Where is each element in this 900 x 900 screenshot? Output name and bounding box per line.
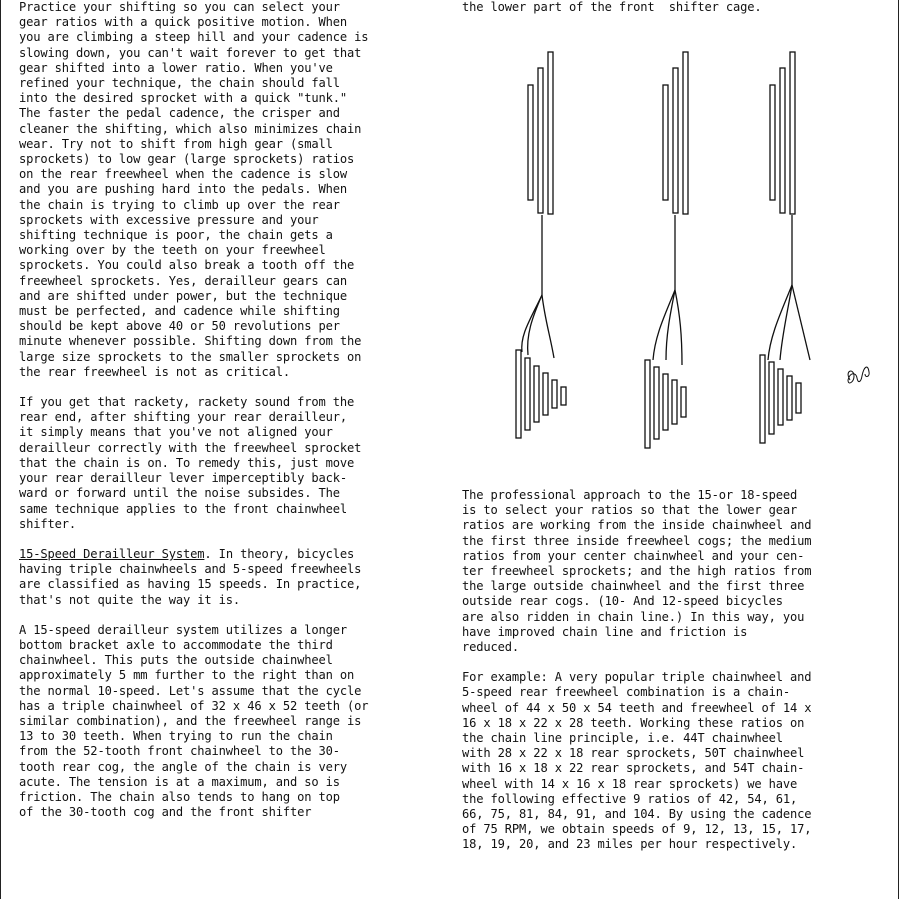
- text-line: with 28 x 22 x 18 rear sprockets, 50T chainwheel: [462, 746, 805, 761]
- text-line: ward or forward until the noise subsides. The: [19, 486, 340, 501]
- text-line: sprockets with excessive pressure and your: [19, 212, 319, 227]
- continued-line: the lower part of the front shifter cage.: [462, 0, 762, 14]
- text-line: For example: A very popular triple chainwheel and: [462, 670, 812, 685]
- text-line: tooth rear cog, the angle of the chain is very: [19, 759, 348, 774]
- text-line: 16 x 18 x 22 x 28 teeth. Working these ratios on: [462, 715, 805, 730]
- text-line: are classified as having 15 speeds. In practice,: [19, 577, 362, 592]
- text-line: gear ratios with a quick positive motion. When: [19, 15, 348, 30]
- section-heading-15-speed: 15-Speed Derailleur System: [19, 546, 205, 561]
- text-line: should be kept above 40 or 50 revolutions per: [19, 319, 340, 334]
- text-line: has a triple chainwheel of 32 x 46 x 52 teeth (or: [19, 698, 369, 713]
- text-line: of 75 RPM, we obtain speeds of 9, 12, 13, 15, 17,: [462, 822, 812, 837]
- text-line: the following effective 9 ratios of 42, 54, 61,: [462, 791, 798, 806]
- chainwheel-group-2: [653, 52, 688, 365]
- text-line: is to select your ratios so that the lower gear: [462, 503, 798, 518]
- text-line: cleaner the shifting, which also minimizes chain: [19, 121, 362, 136]
- text-line: working over by the teeth on your freewheel: [19, 243, 326, 258]
- text-line: Practice your shifting so you can select your: [19, 0, 340, 14]
- text-line: that's not quite the way it is.: [19, 592, 241, 607]
- text-line: it simply means that you've not aligned your: [19, 425, 333, 440]
- text-line: The professional approach to the 15-or 18-speed: [462, 488, 798, 502]
- text-line: refined your technique, the chain should fall: [19, 76, 340, 91]
- text-line: shifting technique is poor, the chain gets a: [19, 228, 333, 243]
- freewheel-cluster-1: [516, 350, 566, 438]
- text-line: 66, 75, 81, 84, 91, and 104. By using the cadence: [462, 807, 812, 822]
- paragraph-professional-approach: [462, 488, 882, 655]
- chain-line-diagram: [470, 30, 890, 470]
- text-line: the chain is trying to climb up over the rear: [19, 197, 340, 212]
- text-line: are also ridden in chain line.) In this way, you: [462, 609, 805, 624]
- text-line: If you get that rackety, rackety sound from the: [19, 395, 355, 410]
- text-line: wheel with 14 x 16 x 18 rear sprockets) we have: [462, 776, 798, 791]
- text-line: of the 30-tooth cog and the front shifter: [19, 805, 312, 820]
- chainwheel-group-3: [768, 52, 810, 360]
- text-line: the chain line principle, i.e. 44T chainwheel: [462, 731, 783, 746]
- text-line: 5-speed rear freewheel combination is a chain-: [462, 685, 791, 700]
- paragraph-rackety-sound: [19, 395, 439, 532]
- text-line: you are climbing a steep hill and your cadence is: [19, 30, 369, 45]
- left-column: [19, 0, 439, 820]
- text-line: and are shifted under power, but the technique: [19, 288, 348, 303]
- text-line: sprockets. You could also break a tooth off the: [19, 258, 355, 273]
- text-line: gear shifted into a lower ratio. When you've: [19, 60, 333, 75]
- text-line: outside rear cogs. (10- And 12-speed bicycles: [462, 594, 783, 609]
- text-line: The faster the pedal cadence, the crisper and: [19, 106, 340, 121]
- text-line: have improved chain line and friction is: [462, 624, 748, 639]
- text-line: with 16 x 18 x 22 rear sprockets, and 54T chain-: [462, 761, 805, 776]
- paragraph-15-speed-system: [19, 623, 439, 821]
- text-line: A 15-speed derailleur system utilizes a longer: [19, 622, 348, 637]
- right-column: [462, 0, 882, 15]
- paragraph-example-ratios: [462, 670, 882, 852]
- text-line: that the chain is on. To remedy this, just move: [19, 455, 355, 470]
- text-line: freewheel sprockets. Yes, derailleur gears can: [19, 273, 348, 288]
- text-line: the rear freewheel is not as critical.: [19, 364, 290, 379]
- text-line: having triple chainwheels and 5-speed freewheels: [19, 562, 362, 577]
- signature-mark: [848, 367, 869, 383]
- text-line: derailleur correctly with the freewheel sprocket: [19, 440, 362, 455]
- chainwheel-group-1: [522, 52, 554, 358]
- text-line: rear end, after shifting your rear derailleur,: [19, 410, 348, 425]
- text-line: acute. The tension is at a maximum, and so is: [19, 774, 340, 789]
- freewheel-cluster-3: [760, 355, 801, 443]
- text-line: reduced.: [462, 640, 520, 655]
- text-line: 13 to 30 teeth. When trying to run the chain: [19, 729, 333, 744]
- text-line: sprockets) to low gear (large sprockets) ratios: [19, 152, 355, 167]
- right-column-lower: [462, 488, 882, 853]
- text-line: 18, 19, 20, and 23 miles per hour respectively.: [462, 837, 798, 852]
- paragraph-15-speed-intro: 15-Speed Derailleur System. In theory, bicycles having triple chainwheels and 5-speed freewheels are classified as having 15 speeds. In practice, that's not quite the way it is.: [19, 547, 439, 608]
- text-line: bottom bracket axle to accommodate the third: [19, 637, 333, 652]
- paragraph-shifting-technique: [19, 0, 439, 380]
- text-line: the normal 10-speed. Let's assume that the cycle: [19, 683, 362, 698]
- text-line: on the rear freewheel when the cadence is slow: [19, 167, 348, 182]
- text-line: and you are pushing hard into the pedals. When: [19, 182, 348, 197]
- text-line: must be perfected, and cadence while shifting: [19, 304, 340, 319]
- text-line: wheel of 44 x 50 x 54 teeth and freewheel of 14 x: [462, 700, 812, 715]
- text-line: into the desired sprocket with a quick "tunk.": [19, 91, 348, 106]
- text-line: the large outside chainwheel and the first three: [462, 579, 805, 594]
- text-line: ratios are working from the inside chainwheel and: [462, 518, 812, 533]
- text-line: similar combination), and the freewheel range is: [19, 713, 362, 728]
- text-line: the first three inside freewheel cogs; the medium: [462, 533, 812, 548]
- text-line: ter freewheel sprockets; and the high ratios from: [462, 564, 812, 579]
- text-line: large size sprockets to the smaller sprockets on: [19, 349, 362, 364]
- text-line: from the 52-tooth front chainwheel to the 30-: [19, 744, 340, 759]
- text-line: wear. Try not to shift from high gear (small: [19, 136, 333, 151]
- text-line: chainwheel. This puts the outside chainwheel: [19, 653, 333, 668]
- text-line: friction. The chain also tends to hang on top: [19, 789, 340, 804]
- text-line: your rear derailleur lever imperceptibly back-: [19, 471, 348, 486]
- text-line: slowing down, you can't wait forever to get that: [19, 45, 362, 60]
- text-line: minute whenever possible. Shifting down from the: [19, 334, 362, 349]
- text-line: same technique applies to the front chainwheel: [19, 501, 348, 516]
- text-line: approximately 5 mm further to the right than on: [19, 668, 355, 683]
- freewheel-cluster-2: [645, 360, 686, 448]
- text-line: shifter.: [19, 516, 77, 531]
- text-line: ratios from your center chainwheel and your cen-: [462, 548, 805, 563]
